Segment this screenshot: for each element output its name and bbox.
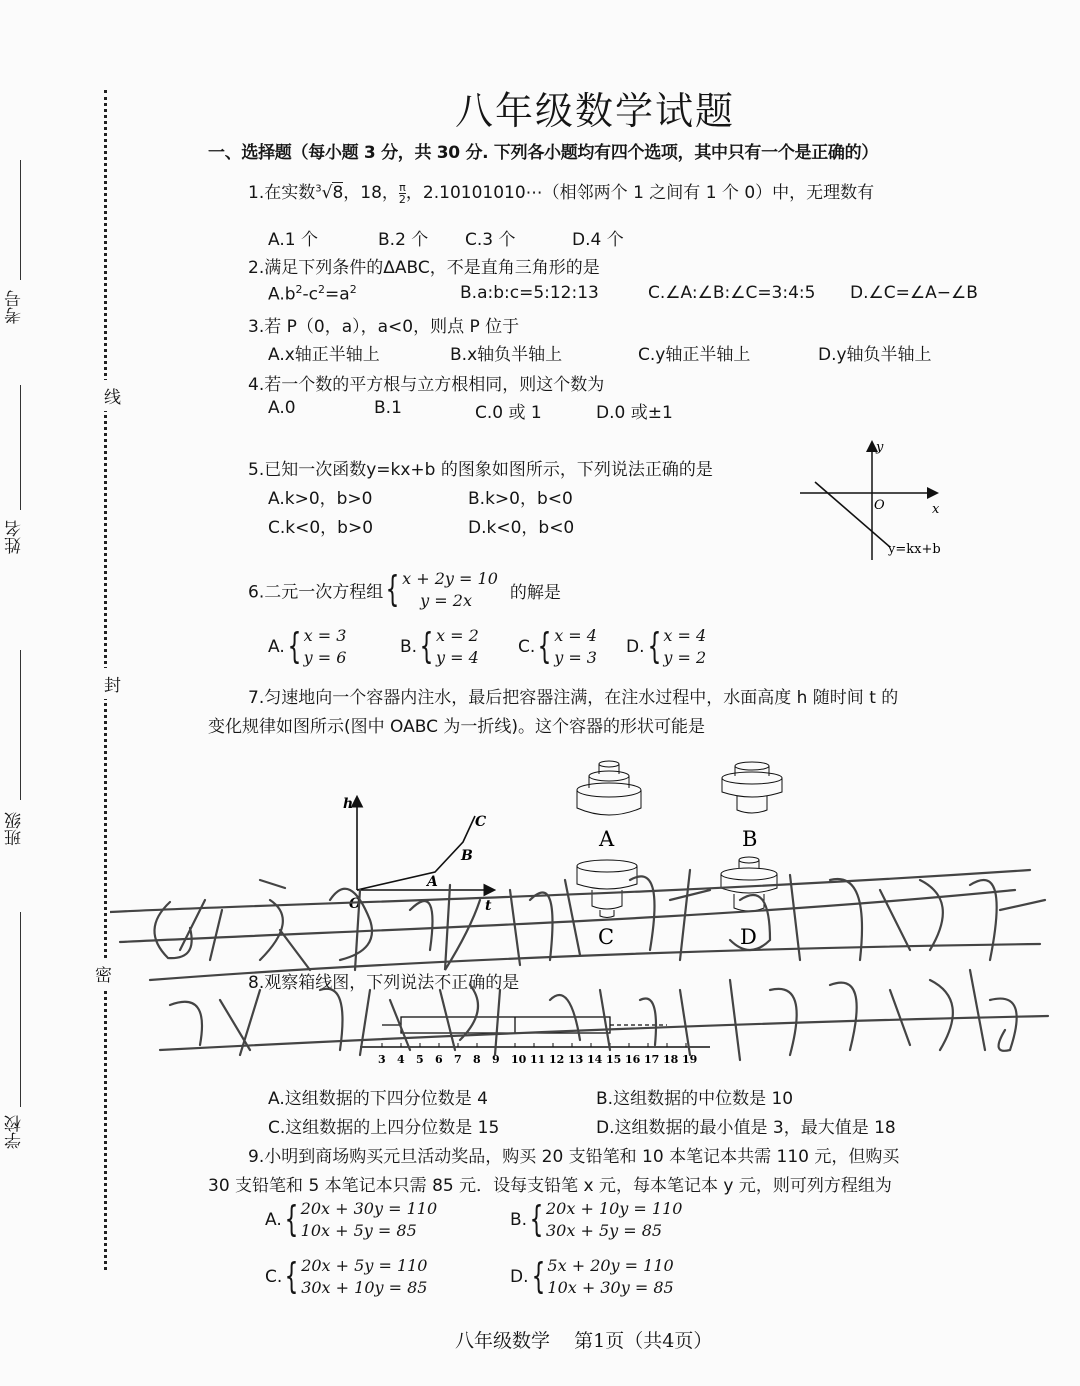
q3-option-c: C.y轴正半轴上 [638, 345, 751, 365]
q5-option-b: B.k>0，b<0 [468, 489, 573, 509]
section-heading: 一、选择题（每小题 3 分，共 30 分. 下列各小题均有四个选项，其中只有一个是正确的） [208, 143, 879, 163]
q3-option-b: B.x轴负半轴上 [450, 345, 563, 365]
container-c-label: C [598, 925, 615, 949]
q7-point-a: A [427, 874, 438, 890]
box-plot-tick-label: 4 [397, 1053, 405, 1066]
box-plot-tick-label: 10 [511, 1053, 527, 1066]
q5-option-d: D.k<0，b<0 [468, 518, 575, 538]
container-b [715, 758, 790, 853]
class-line [20, 650, 21, 800]
name-label: 姓名 [5, 520, 25, 554]
container-d-label: D [740, 925, 757, 949]
q7-origin-label: O [349, 896, 362, 912]
question-6-stem: 6.二元一次方程组{ x + 2y = 10 y = 2x 的解是 [248, 569, 561, 610]
q6-option-b: B.{ x = 2 y = 4 [400, 626, 479, 667]
q8-option-d: D.这组数据的最小值是 3，最大值是 18 [596, 1118, 896, 1138]
question-9-line-1: 9.小明到商场购买元旦活动奖品，购买 20 支铅笔和 10 本笔记本共需 110 元，但购买 [248, 1147, 900, 1167]
box-plot-tick-label: 15 [606, 1053, 622, 1066]
q5-line-label: y=kx+b [888, 542, 941, 557]
question-3-stem: 3.若 P（0，a），a<0，则点 P 位于 [248, 317, 520, 337]
q8-option-c: C.这组数据的上四分位数是 15 [268, 1118, 500, 1138]
name-line [20, 385, 21, 510]
box-plot-tick-label: 6 [435, 1053, 443, 1066]
q2-option-d: D.∠C=∠A−∠B [850, 283, 978, 303]
box-plot-tick-label: 12 [549, 1053, 565, 1066]
q5-function-line [815, 482, 890, 547]
q6-option-a: A.{ x = 3 y = 6 [268, 626, 347, 667]
q7-point-c: C [475, 814, 487, 830]
q7-h-label: h [343, 796, 354, 812]
question-7-line-2: 变化规律如图所示(图中 OABC 为一折线)。这个容器的形状可能是 [208, 717, 706, 737]
q1-option-b: B.2 个 [378, 230, 429, 250]
q2-option-b: B.a:b:c=5:12:13 [460, 283, 599, 303]
q2-option-a: $A.b^2-c^2=a^2$ [268, 283, 357, 305]
cut-line-word: 线 [104, 380, 121, 411]
box-plot-tick-label: 13 [568, 1053, 584, 1066]
q9-option-b: B.{ 20x + 10y = 110 30x + 5y = 85 [510, 1199, 683, 1240]
q9-option-d: D.{ 5x + 20y = 110 10x + 30y = 85 [510, 1256, 674, 1297]
page-footer: 八年级数学 第1页（共4页） [455, 1330, 713, 1352]
q4-option-a: A.0 [268, 398, 296, 418]
q3-option-d: D.y轴负半轴上 [818, 345, 932, 365]
q6-option-c: C.{ x = 4 y = 3 [518, 626, 597, 667]
box-plot-tick-label: 16 [625, 1053, 641, 1066]
exam-number-label: 考号 [5, 290, 25, 324]
question-4-stem: 4.若一个数的平方根与立方根相同，则这个数为 [248, 375, 605, 395]
q7-point-b: B [461, 848, 473, 864]
q5-y-label: y [876, 440, 884, 455]
box-plot-tick-label: 8 [473, 1053, 481, 1066]
box-plot-tick-label: 11 [530, 1053, 546, 1066]
q5-x-label: x [932, 502, 940, 517]
q4-option-d: D.0 或±1 [596, 403, 673, 423]
q2-option-c: C.∠A:∠B:∠C=3:4:5 [648, 283, 816, 303]
q9-option-c: C.{ 20x + 5y = 110 30x + 10y = 85 [265, 1256, 428, 1297]
box-plot-tick-label: 9 [492, 1053, 500, 1066]
q1-option-c: C.3 个 [465, 230, 516, 250]
q8-option-a: A.这组数据的下四分位数是 4 [268, 1089, 488, 1109]
container-a-label: A [599, 827, 615, 851]
container-b-label: B [742, 827, 758, 851]
school-label: 学校 [5, 1115, 25, 1149]
q7-t-label: t [485, 898, 492, 914]
question-5-stem: 5.已知一次函数y=kx+b 的图象如图所示，下列说法正确的是 [248, 460, 713, 480]
q6-system: x + 2y = 10 y = 2x [402, 569, 498, 610]
box-plot-tick-label: 19 [682, 1053, 698, 1066]
question-8-stem: 8.观察箱线图，下列说法不正确的是 [248, 973, 520, 993]
root-sign: √ [321, 183, 333, 203]
pi-over-2-fraction: $\frac{\pi}{2}$ [398, 180, 406, 206]
box-plot-tick-label: 7 [454, 1053, 462, 1066]
question-9-line-2: 30 支铅笔和 5 本笔记本只需 85 元．设每支铅笔 x 元，每本笔记本 y 元，则可列方程组为 [208, 1176, 892, 1196]
root-index: 3 [315, 183, 322, 195]
q9-option-a: A.{ 20x + 30y = 110 10x + 5y = 85 [265, 1199, 438, 1240]
q5-option-c: C.k<0，b>0 [268, 518, 374, 538]
question-7-line-1: 7.匀速地向一个容器内注水，最后把容器注满，在注水过程中，水面高度 h 随时间 t 的 [248, 688, 899, 708]
box-plot-tick-label: 14 [587, 1053, 603, 1066]
box-plot-tick-label: 17 [644, 1053, 660, 1066]
q5-origin-label: O [874, 498, 885, 513]
box-plot-tick-label: 18 [663, 1053, 679, 1066]
cut-mi-word: 密 [95, 958, 112, 989]
q6-option-d: D.{ x = 4 y = 2 [626, 626, 707, 667]
class-label: 班级 [5, 812, 25, 846]
school-line [20, 912, 21, 1107]
q5-option-a: A.k>0，b>0 [268, 489, 373, 509]
page-title: 八年级数学试题 [455, 89, 736, 133]
q1-option-d: D.4 个 [572, 230, 624, 250]
container-a [572, 758, 647, 853]
q4-option-b: B.1 [374, 398, 402, 418]
box-plot-tick-label: 5 [416, 1053, 424, 1066]
handwritten-scribble-overlay [110, 840, 1050, 1070]
q3-option-a: A.x轴正半轴上 [268, 345, 380, 365]
cut-seal-word: 封 [104, 668, 121, 699]
q5-linear-function-graph [790, 435, 970, 565]
q4-option-c: C.0 或 1 [475, 403, 542, 423]
exam-number-line [20, 160, 21, 280]
q8-option-b: B.这组数据的中位数是 10 [596, 1089, 794, 1109]
box-plot-tick-label: 3 [378, 1053, 386, 1066]
question-1-stem: 1.在实数$^3$√8，18， $\frac{\pi}{2}$ ，2.10101010⋯（相邻两个 1 之间有 1 个 0）中，无理数有 [248, 180, 875, 206]
question-2-stem: 2.满足下列条件的ΔABC，不是直角三角形的是 [248, 258, 600, 278]
q1-option-a: A.1 个 [268, 230, 318, 250]
